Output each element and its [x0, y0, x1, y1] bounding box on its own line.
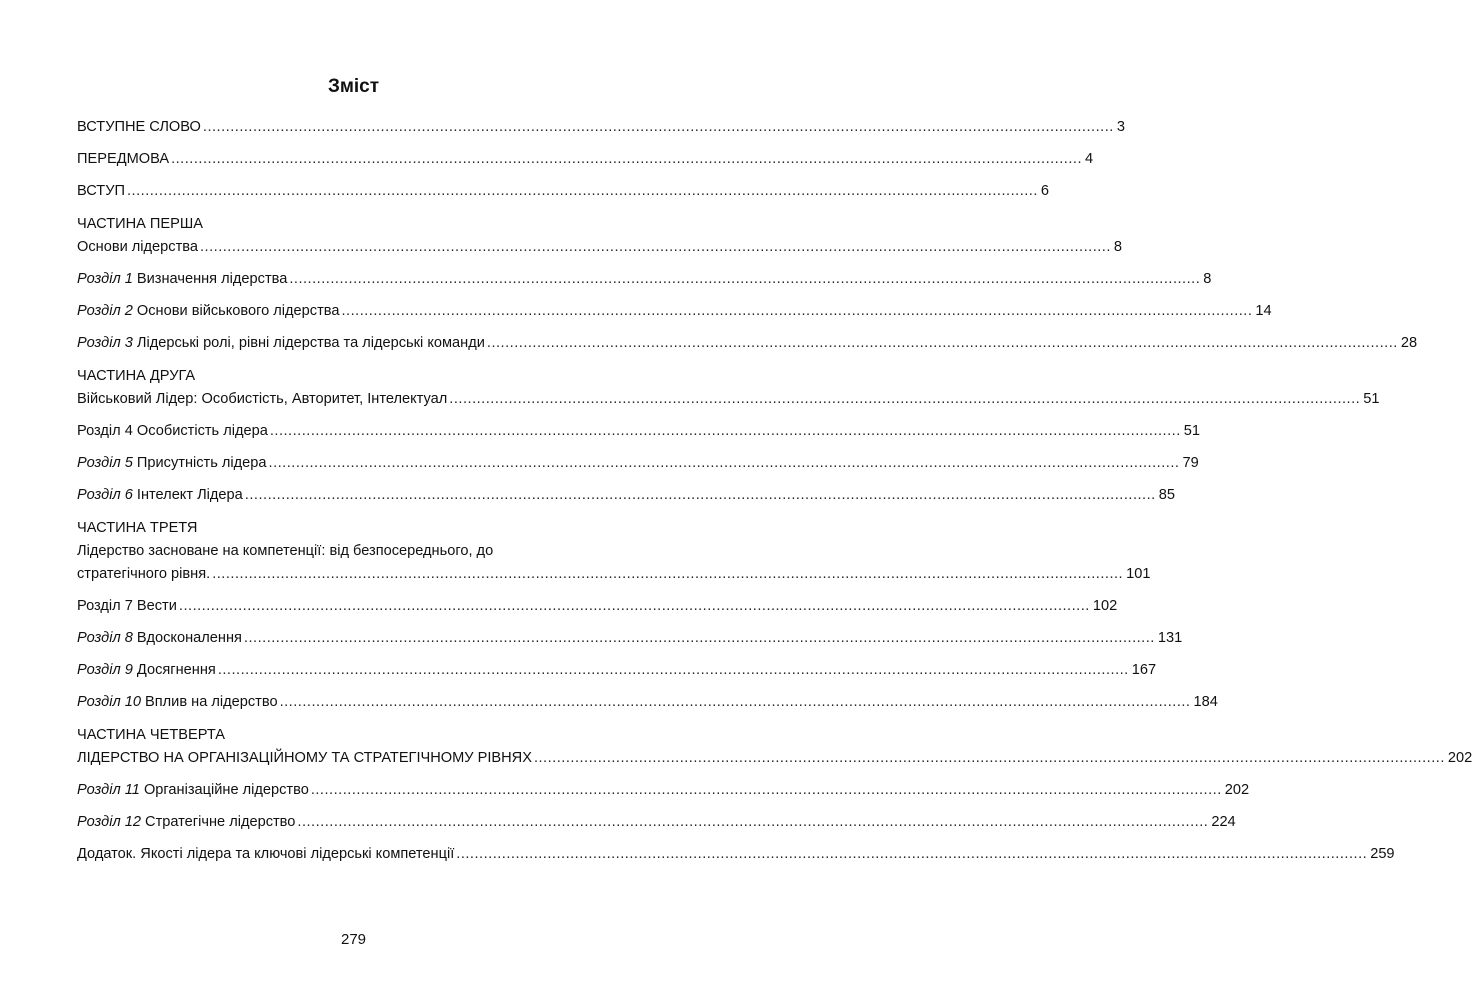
toc-line	[77, 116, 1125, 139]
entry-title-text: Досягнення	[132, 662, 216, 678]
chapter-prefix: Розділ 11	[77, 782, 140, 798]
entry-title	[77, 627, 242, 650]
toc-line	[77, 452, 1199, 475]
entry-title-text: Присутність лідера	[132, 455, 267, 471]
entry-title-text: Організаційне лідерство	[139, 782, 309, 798]
toc-line	[77, 627, 1183, 650]
entry-title	[77, 300, 339, 323]
toc-line	[77, 747, 1472, 770]
entry-page-number: 4	[1085, 151, 1094, 167]
toc-entry	[77, 420, 1201, 443]
dot-leader: ........................................................................................................................................................................................................	[341, 303, 1253, 319]
entry-title-text: Інтелект Лідера	[132, 487, 243, 503]
entry-page-number: 51	[1183, 423, 1201, 439]
entry-title-text: Розділ 4 Особистість лідера	[77, 423, 268, 439]
entry-title-text: Додаток. Якості лідера та ключові лідерські компетенції	[77, 846, 455, 862]
chapter-prefix: Розділ 3	[77, 335, 133, 351]
entry-title	[77, 236, 198, 259]
toc-entry	[77, 517, 1151, 586]
dot-leader: ........................................................................................................................................................................................................	[199, 239, 1111, 255]
entry-page-number: 6	[1040, 183, 1050, 199]
entry-title-text: Військовий Лідер: Особистість, Авторитет, Інтелектуал	[77, 391, 448, 407]
entry-title	[77, 843, 454, 866]
entry-page-number: 101	[1126, 566, 1151, 582]
entry-title	[77, 595, 177, 618]
entry-page-number: 85	[1158, 487, 1175, 503]
entry-title-line: Лідерство засноване на компетенції: від безпосереднього, до	[77, 543, 494, 559]
entry-page-number: 184	[1193, 694, 1218, 710]
toc-line	[77, 236, 1123, 259]
entry-title-text: стратегічного рівня.	[77, 566, 211, 582]
toc-line	[77, 811, 1236, 834]
toc-entry	[77, 213, 1123, 259]
chapter-prefix: Розділ 6	[77, 487, 133, 503]
dot-leader: ........................................................................................................................................................................................................	[449, 391, 1361, 407]
entry-title	[77, 332, 485, 355]
toc-line	[77, 180, 1050, 203]
dot-leader: ........................................................................................................................................................................................................	[217, 662, 1129, 678]
toc-entry	[77, 332, 1418, 355]
entry-title	[77, 691, 278, 714]
entry-title	[77, 268, 287, 291]
toc-entry	[77, 595, 1118, 618]
entry-page-number: 224	[1211, 814, 1236, 830]
dot-leader: ........................................................................................................................................................................................................	[178, 598, 1090, 614]
toc-entry	[77, 627, 1183, 650]
toc-entry	[77, 268, 1212, 291]
toc-line	[77, 148, 1094, 171]
entry-title-text: Основи військового лідерства	[132, 303, 340, 319]
part-heading: ЧАСТИНА ЧЕТВЕРТА	[77, 727, 226, 743]
entry-title	[77, 811, 295, 834]
entry-title	[77, 180, 125, 203]
entry-title	[77, 388, 447, 411]
toc-entry	[77, 300, 1272, 323]
dot-leader: ........................................................................................................................................................................................................	[533, 750, 1445, 766]
chapter-prefix: Розділ 1	[77, 271, 133, 287]
dot-leader: ........................................................................................................................................................................................................	[243, 630, 1155, 646]
toc-entry	[77, 484, 1175, 507]
entry-page-number: 202	[1447, 750, 1472, 766]
chapter-prefix: Розділ 2	[77, 303, 133, 319]
chapter-prefix: Розділ 12	[77, 814, 141, 830]
toc-line	[77, 332, 1418, 355]
toc-line	[77, 843, 1395, 866]
entry-title-text: ВСТУПНЕ СЛОВО	[77, 119, 201, 135]
toc-line	[77, 595, 1118, 618]
dot-leader: ........................................................................................................................................................................................................	[202, 119, 1114, 135]
toc-line	[77, 779, 1250, 802]
dot-leader: ........................................................................................................................................................................................................	[456, 846, 1368, 862]
entry-title-text: ВСТУП	[77, 183, 125, 199]
entry-page-number: 79	[1182, 455, 1199, 471]
dot-leader: ........................................................................................................................................................................................................	[268, 455, 1180, 471]
chapter-prefix: Розділ 10	[77, 694, 141, 710]
toc-line	[77, 691, 1218, 714]
toc-entry	[77, 116, 1125, 139]
toc-line	[77, 659, 1157, 682]
entry-title-text: Розділ 7 Вести	[77, 598, 177, 614]
entry-page-number: 259	[1370, 846, 1395, 862]
entry-title	[77, 452, 267, 475]
toc-entry	[77, 659, 1157, 682]
dot-leader: ........................................................................................................................................................................................................	[310, 782, 1222, 798]
dot-leader: ........................................................................................................................................................................................................	[171, 151, 1083, 167]
entry-title	[77, 148, 169, 171]
toc-entry	[77, 811, 1236, 834]
entry-title-text: Стратегічне лідерство	[140, 814, 296, 830]
entry-page-number: 167	[1131, 662, 1157, 678]
toc-line	[77, 388, 1380, 411]
entry-title	[77, 659, 216, 682]
toc-line	[77, 484, 1175, 507]
entry-title-text: ЛІДЕРСТВО НА ОРГАНІЗАЦІЙНОМУ ТА СТРАТЕГІЧНОМУ РІВНЯХ	[77, 750, 532, 766]
chapter-prefix: Розділ 8	[77, 630, 133, 646]
dot-leader: ........................................................................................................................................................................................................	[126, 183, 1038, 199]
entry-title	[77, 420, 268, 443]
toc-entry	[77, 779, 1250, 802]
toc-line	[77, 563, 1151, 586]
entry-page-number: 28	[1400, 335, 1418, 351]
entry-page-number: 202	[1224, 782, 1250, 798]
toc-entry	[77, 843, 1395, 866]
toc-entry	[77, 180, 1050, 203]
dot-leader: ........................................................................................................................................................................................................	[289, 271, 1201, 287]
dot-leader: ........................................................................................................................................................................................................	[279, 694, 1191, 710]
entry-title-text: Основи лідерства	[77, 239, 198, 255]
dot-leader: ........................................................................................................................................................................................................	[486, 335, 1398, 351]
entry-page-number: 131	[1157, 630, 1183, 646]
entry-title	[77, 779, 309, 802]
part-heading: ЧАСТИНА ПЕРША	[77, 216, 203, 232]
toc-line	[77, 420, 1201, 443]
toc-entry	[77, 724, 1472, 770]
entry-title-text: ПЕРЕДМОВА	[77, 151, 170, 167]
dot-leader: ........................................................................................................................................................................................................	[212, 566, 1124, 582]
entry-title-text: Вдосконалення	[132, 630, 242, 646]
entry-page-number: 14	[1255, 303, 1272, 319]
entry-page-number: 102	[1092, 598, 1118, 614]
entry-title	[77, 747, 532, 770]
dot-leader: ........................................................................................................................................................................................................	[297, 814, 1209, 830]
chapter-prefix: Розділ 5	[77, 455, 133, 471]
toc-entry	[77, 452, 1199, 475]
part-heading: ЧАСТИНА ТРЕТЯ	[77, 520, 198, 536]
entry-title-text: Вплив на лідерство	[140, 694, 278, 710]
entry-title	[77, 563, 210, 586]
toc-entry	[77, 691, 1218, 714]
dot-leader: ........................................................................................................................................................................................................	[244, 487, 1156, 503]
table-of-contents	[77, 116, 1472, 866]
entry-title-text: Лідерські ролі, рівні лідерства та лідерські команди	[132, 335, 485, 351]
entry-page-number: 51	[1363, 391, 1380, 407]
entry-title-text: Визначення лідерства	[132, 271, 288, 287]
entry-page-number: 8	[1113, 239, 1123, 255]
page-number: 279	[340, 931, 367, 948]
entry-title	[77, 116, 201, 139]
entry-page-number: 8	[1203, 271, 1212, 287]
page-title: Зміст	[327, 76, 380, 97]
toc-line	[77, 300, 1272, 323]
toc-entry	[77, 148, 1094, 171]
chapter-prefix: Розділ 9	[77, 662, 133, 678]
toc-line	[77, 268, 1212, 291]
entry-page-number: 3	[1116, 119, 1125, 135]
toc-entry	[77, 365, 1380, 411]
part-heading: ЧАСТИНА ДРУГА	[77, 368, 196, 384]
dot-leader: ........................................................................................................................................................................................................	[269, 423, 1181, 439]
entry-title	[77, 484, 243, 507]
